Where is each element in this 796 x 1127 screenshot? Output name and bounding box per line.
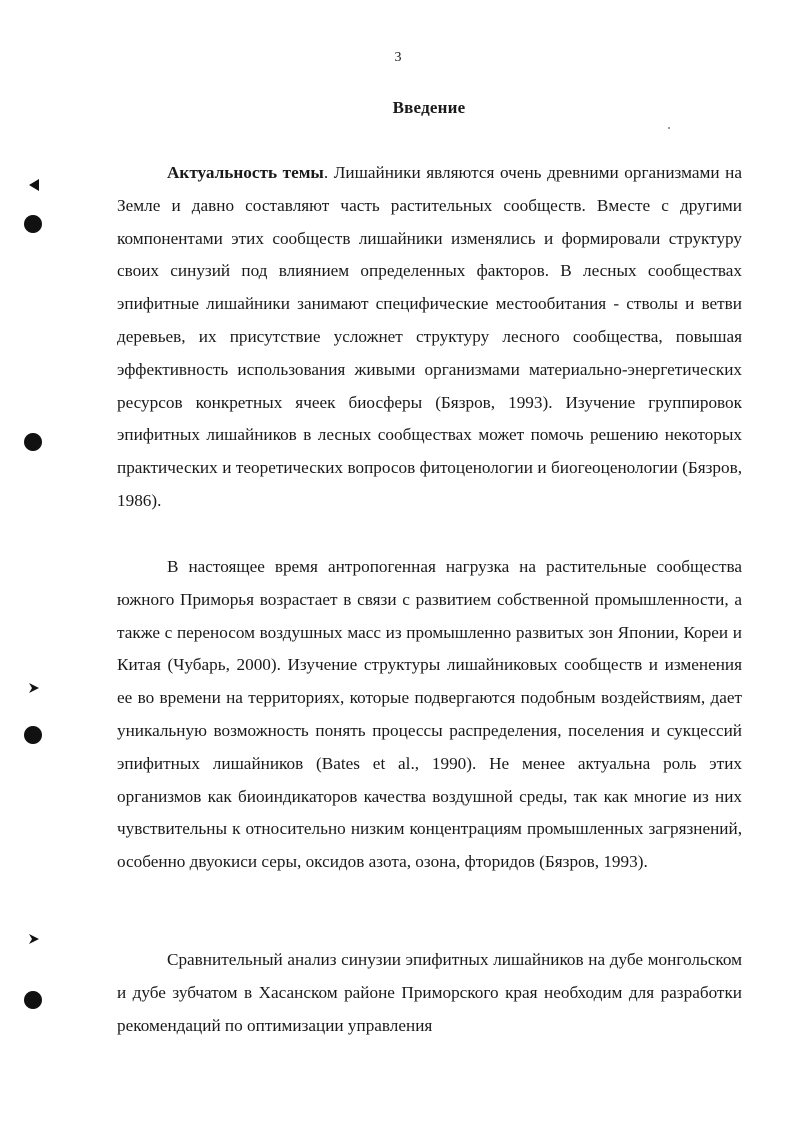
margin-mark <box>28 932 40 944</box>
binder-hole <box>24 726 42 744</box>
margin-mark <box>29 179 39 191</box>
binder-hole <box>24 991 42 1009</box>
paragraph-text: . Лишайники являются очень древними организмами на Земле и давно составляют часть растительных сообществ. Вместе с другими компонентами этих сообществ лишайники изменялись и формировали структуру своих синузий под влиянием определенных факторов. В лесных сообществах эпифитные лишайники занимают специфические местообитания - стволы и ветви деревьев, их присутствие усложнет структуру лесного сообщества, повышая эффективность использования живыми организмами материально-энергетических ресурсов конкретных ячеек биосферы (Бязров, 1993). Изучение группировок эпифитных лишайников в лесных сообществах может помочь решению некоторых практических и теоретических вопросов фитоценологии и биогеоценологии (Бязров, 1986). <box>117 163 742 510</box>
paragraph-relevance <box>117 157 742 518</box>
margin-mark <box>28 681 40 693</box>
binder-hole <box>24 215 42 233</box>
page-title: Введение <box>392 98 466 117</box>
paragraph-comparative-analysis: Сравнительный анализ синузии эпифитных лишайников на дубе монгольском и дубе зубчатом в Хасанском районе Приморского края необходим для разработки рекомендаций по оптимизации управления <box>117 950 742 1035</box>
binder-hole <box>24 433 42 451</box>
scan-speck <box>668 127 670 129</box>
paragraph-lead: Актуальность темы <box>167 163 324 182</box>
paragraph-anthropogenic-load: В настоящее время антропогенная нагрузка на растительные сообщества южного Приморья возрастает в связи с развитием собственной промышленности, а также с переносом воздушных масс из промышленно развитых зон Японии, Кореи и Китая (Чубарь, 2000). Изучение структуры лишайниковых сообществ и изменения ее во времени на территориях, которые подвергаются подобным воздействиям, дает уникальную возможность понять процессы распределения, поселения и сукцессий эпифитных лишайников (Bates et al., 1990). Не менее актуальна роль этих организмов как биоиндикаторов качества воздушной среды, так как многие из них чувствительны к относительно низким концентрациям промышленных загрязнений, особенно двуокиси серы, оксидов азота, озона, фторидов (Бязров, 1993). <box>117 557 742 872</box>
page-number: 3 <box>394 50 402 65</box>
